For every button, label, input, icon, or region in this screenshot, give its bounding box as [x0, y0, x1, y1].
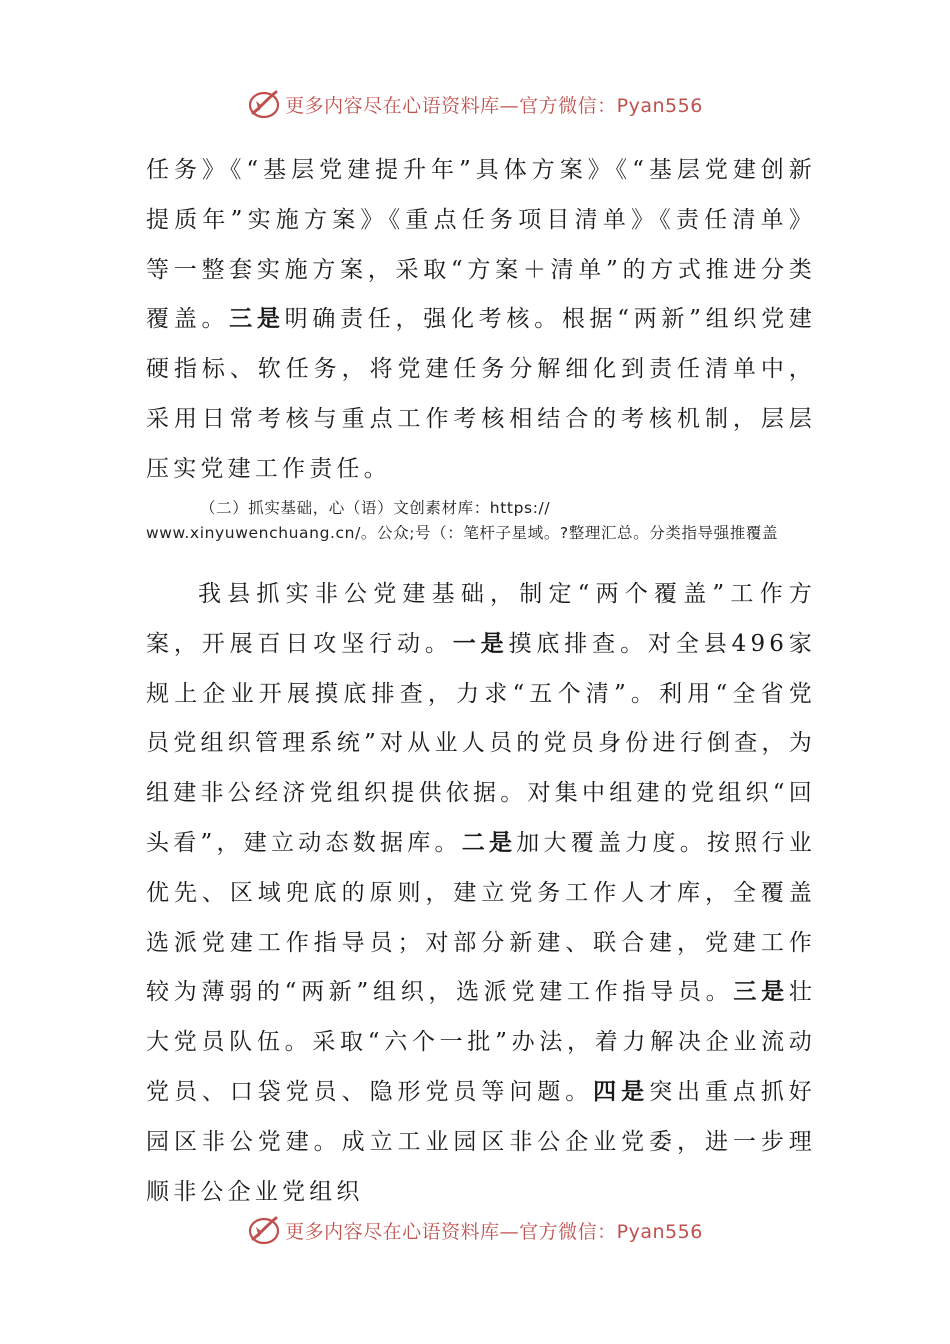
watermark-wechat-id: Pyan556 [616, 1220, 703, 1243]
paragraph-text: 明确责任，强化考核。根据“两新”组织党建硬指标、软任务，将党建任务分解细化到责任清单中，采用日常考核与重点工作考核相结合的考核机制，层层压实党建工作责任。 [146, 306, 817, 482]
heading-line-1: （二）抓实基础，心（语）文创素材库：https:// [200, 499, 551, 517]
watermark-text: 更多内容尽在心语资料库—官方微信： [285, 1220, 617, 1243]
watermark-banner-top [0, 84, 950, 124]
section-heading [146, 496, 816, 546]
watermark-text: 更多内容尽在心语资料库—官方微信： [285, 94, 617, 117]
paragraph-text: 加大覆盖力度。按照行业优先、区域兜底的原则，建立党务工作人才库，全覆盖选派党建工作指导员；对部分新建、联合建，党建工作较为薄弱的“两新”组织，选派党建工作指导员。 [146, 829, 817, 1006]
paragraph-text: 摸底排查。对全县496家规上企业开展摸底排查，力求“五个清”。利用“全省党员党组织管理系统”对从业人员的党员身份进行倒查，为组建非公经济党组织提供依据。对集中组建的党组织“回头看”，建立动态数据库。 [146, 630, 816, 856]
paragraph-text: 任务》《“基层党建提升年”具体方案》《“基层党建创新提质年”实施方案》《重点任务项目清单》《责任清单》等一整套实施方案，采取“方案＋清单”的方式推进分类覆盖。 [146, 157, 816, 333]
pen-logo-icon [247, 1213, 281, 1247]
heading-line-2: www.xinyuwenchuang.cn/。公众;号（：笔杆子星域。?整理汇总。分类指导强推覆盖 [146, 524, 779, 542]
watermark-banner-bottom [0, 1210, 950, 1250]
bold-marker: 三是 [733, 979, 789, 1006]
bold-marker: 一是 [452, 630, 509, 657]
pen-logo-icon [247, 87, 281, 121]
paragraph-text: 我县抓实非公党建基础，制定“两个覆盖”工作方案，开展百日攻坚行动。 [146, 581, 816, 657]
watermark-wechat-id: Pyan556 [616, 94, 703, 117]
paragraph-basics [146, 570, 816, 1217]
bold-marker: 二是 [461, 829, 517, 856]
bold-marker: 三是 [229, 306, 285, 333]
bold-marker: 四是 [593, 1078, 650, 1105]
paragraph-text: 突出重点抓好园区非公党建。成立工业园区非公企业党委，进一步理顺非公企业党组织 [146, 1078, 816, 1205]
paragraph-continued [146, 146, 816, 495]
paragraph-text: 壮大党员队伍。采取“六个一批”办法，着力解决企业流动党员、口袋党员、隐形党员等问题。 [146, 979, 817, 1105]
